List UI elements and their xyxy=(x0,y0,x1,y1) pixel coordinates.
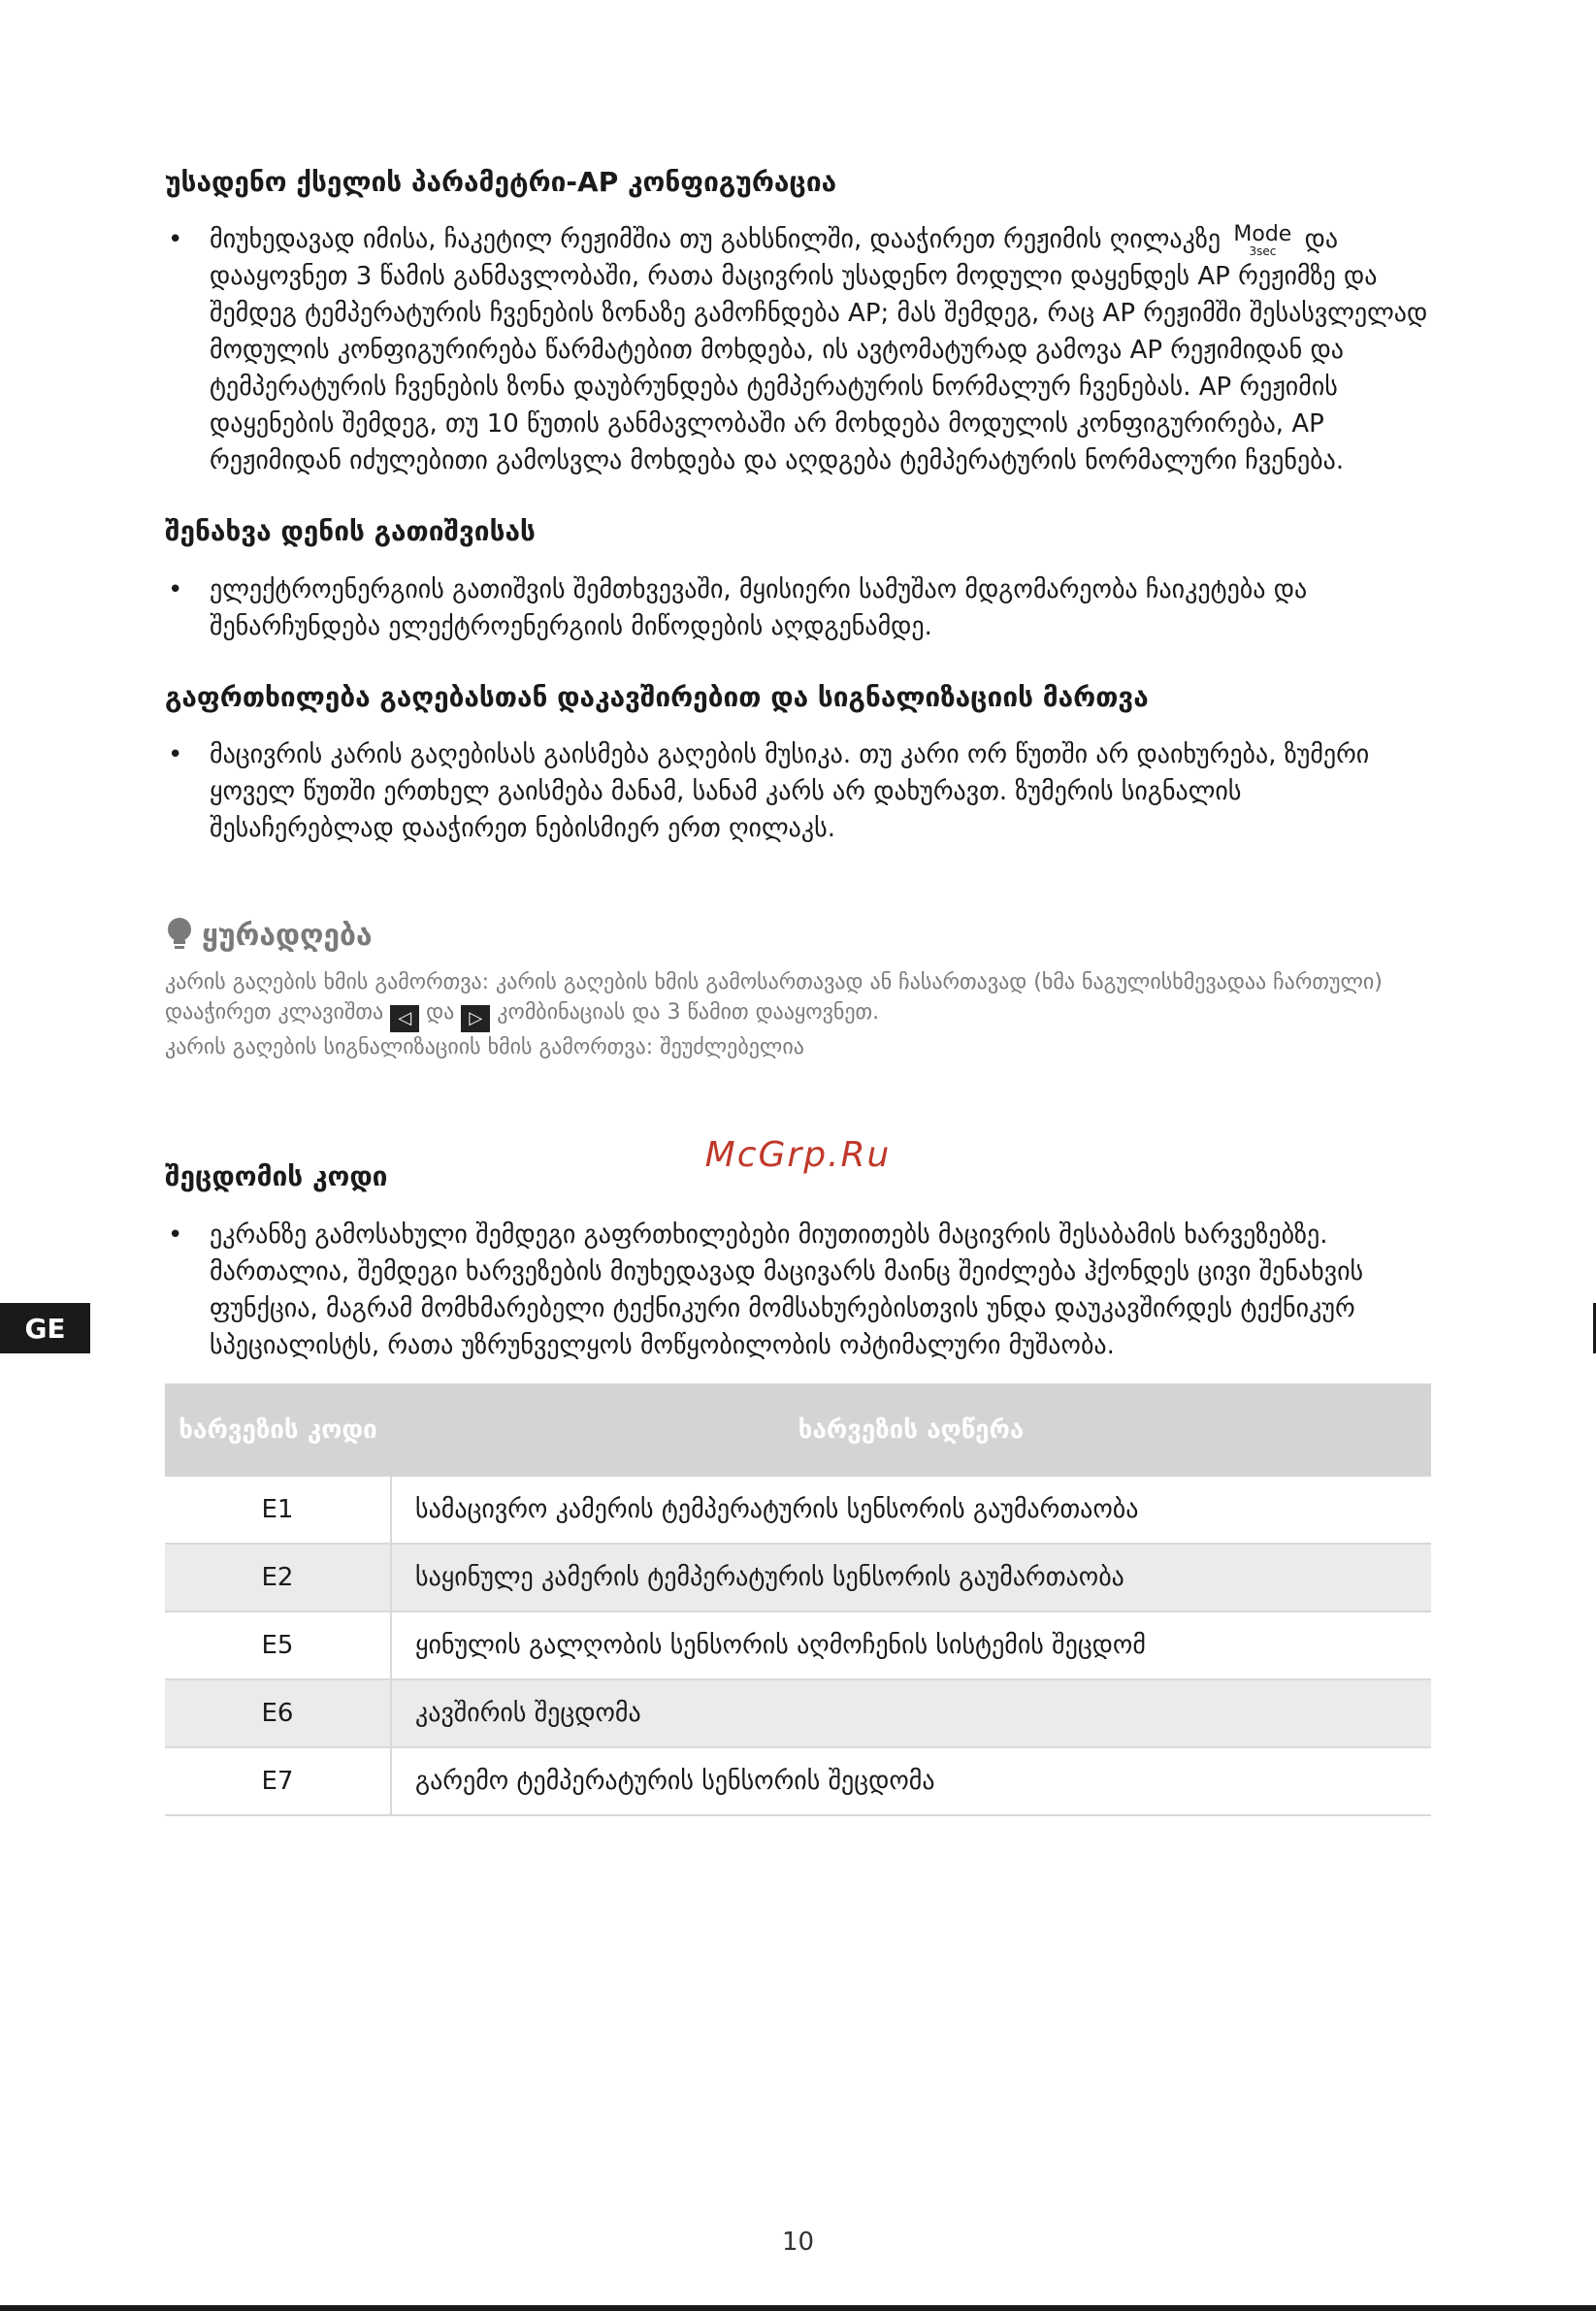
table-row xyxy=(165,1544,1431,1611)
note-header xyxy=(165,917,1431,954)
error-code: E7 xyxy=(165,1747,391,1815)
table-row xyxy=(165,1679,1431,1747)
page-content xyxy=(165,165,1431,1816)
language-tab: GE xyxy=(0,1303,90,1353)
mode-icon-label: Mode xyxy=(1233,222,1292,247)
power-off-bullet: • ელექტროენერგიის გათიშვის შემთხვევაში, მყისიერი სამუშაო მდგომარეობა ჩაიკეტება და შენარჩუნდება ელექტროენერგიის მიწოდების აღდგენამდე. xyxy=(165,571,1431,645)
error-description: გარემო ტემპერატურის სენსორის შეცდომა xyxy=(391,1747,1431,1815)
header-description: ხარვეზის აღწერა xyxy=(391,1383,1431,1477)
section-heading-ap-config: უსადენო ქსელის პარამეტრი-AP კონფიგურაცია xyxy=(165,166,837,198)
error-description: სამაცივრო კამერის ტემპერატურის სენსორის გაუმართაობა xyxy=(391,1477,1431,1544)
right-key-icon: ▷ xyxy=(461,1005,490,1032)
table-row xyxy=(165,1747,1431,1815)
left-key-icon: ◁ xyxy=(390,1005,419,1032)
error-code: E1 xyxy=(165,1477,391,1544)
mode-button-icon xyxy=(1228,222,1296,259)
ap-config-bullet xyxy=(165,221,1431,479)
power-off-list xyxy=(165,571,1431,645)
page-number: 10 xyxy=(781,2228,815,2257)
error-code-table xyxy=(165,1383,1431,1816)
watermark: McGrp.Ru xyxy=(704,1135,892,1175)
note-text-b: და xyxy=(426,1000,455,1025)
section-heading-error-code: შეცდომის კოდი xyxy=(165,1160,388,1193)
error-code: E6 xyxy=(165,1679,391,1747)
ap-config-list xyxy=(165,221,1431,479)
ap-config-text-a: მიუხედავად იმისა, ჩაკეტილ რეჟიმშია თუ გახსნილში, დააჭირეთ რეჟიმის ღილაკზე xyxy=(210,225,1221,255)
note-title: ყურადღება xyxy=(202,918,373,953)
error-description: ყინულის გალღობის სენსორის აღმოჩენის სისტემის შეცდომ xyxy=(391,1611,1431,1679)
error-description: საყინულე კამერის ტემპერატურის სენსორის გაუმართაობა xyxy=(391,1544,1431,1611)
door-alarm-list xyxy=(165,736,1431,847)
note-text-a: კარის გაღების ხმის გამორთვა: კარის გაღების ხმის გამოსართავად ან ჩასართავად (ხმა ნაგულისხმევადაა ჩართული) დააჭირეთ კლავიშთა xyxy=(165,970,1383,1025)
note-text-c: კომბინაციას და 3 წამით დააყოვნეთ. xyxy=(497,1000,880,1025)
table-row xyxy=(165,1477,1431,1544)
wifi-3sec-icon xyxy=(1228,244,1296,258)
section-heading-power-off: შენახვა დენის გათიშვისას xyxy=(165,515,536,548)
header-code: ხარვეზის კოდი xyxy=(165,1383,391,1477)
mode-icon-sub: 3sec xyxy=(1249,244,1277,259)
door-alarm-bullet: • მაცივრის კარის გაღებისას გაისმება გაღების მუსიკა. თუ კარი ორ წუთში არ დაიხურება, ზუმერი ყოველ წუთში ერთხელ გაისმება მანამ, სანამ კარს არ დახურავთ. ზუმერის სიგნალის შესაჩერებლად დააჭირეთ ნებისმიერ ერთ ღილაკს. xyxy=(165,736,1431,847)
ap-config-text-b: და დააყოვნეთ 3 წამის განმავლობაში, რათა მაცივრის უსადენო მოდული დაყენდეს AP რეჟიმზე და შემდეგ ტემპერატურის ჩვენების ზონაზე გამოჩნდება AP; მას შემდეგ, რაც AP რეჟიმში შესასვლელად მოდულის კონფიგურირება წარმატებით მოხდება, ის ავტომატურად გამოვა AP რეჟიმიდან და ტემპერატურის ჩვენების ზონა დაუბრუნდება ტემპერატურის ნორმალურ ჩვენებას. AP რეჟიმის დაყენების შემდეგ, თუ 10 წუთის განმავლობაში არ მოხდება მოდულის კონფიგურირება, AP რეჟიმიდან იძულებითი გამოსვლა მოხდება და აღდგება ტემპერატურის ნორმალური ჩვენება. xyxy=(210,225,1428,476)
error-code: E5 xyxy=(165,1611,391,1679)
note-line-1 xyxy=(165,967,1431,1032)
error-list xyxy=(165,1217,1431,1364)
note-line-2: კარის გაღების სიგნალიზაციის ხმის გამორთვა: შეუძლებელია xyxy=(165,1035,804,1060)
error-description: კავშირის შეცდომა xyxy=(391,1679,1431,1747)
attention-note xyxy=(165,917,1431,1062)
bottom-bar xyxy=(0,2305,1596,2311)
error-bullet: • ეკრანზე გამოსახული შემდეგი გაფრთხილებები მიუთითებს მაცივრის შესაბამის ხარვეზებზე. მართალია, შემდეგი ხარვეზების მიუხედავად მაცივარს მაინც შეიძლება ჰქონდეს ცივი შენახვის ფუნქცია, მაგრამ მომხმარებელი ტექნიკური მომსახურებისთვის უნდა დაუკავშირდეს ტექნიკურ სპეციალისტს, რათა უზრუნველყოს მოწყობილობის ოპტიმალური მუშაობა. xyxy=(165,1217,1431,1364)
error-code: E2 xyxy=(165,1544,391,1611)
section-heading-door-alarm: გაფრთხილება გაღებასთან დაკავშირებით და სიგნალიზაციის მართვა xyxy=(165,680,1149,713)
table-header-row xyxy=(165,1383,1431,1477)
lightbulb-icon xyxy=(165,917,194,954)
table-row xyxy=(165,1611,1431,1679)
